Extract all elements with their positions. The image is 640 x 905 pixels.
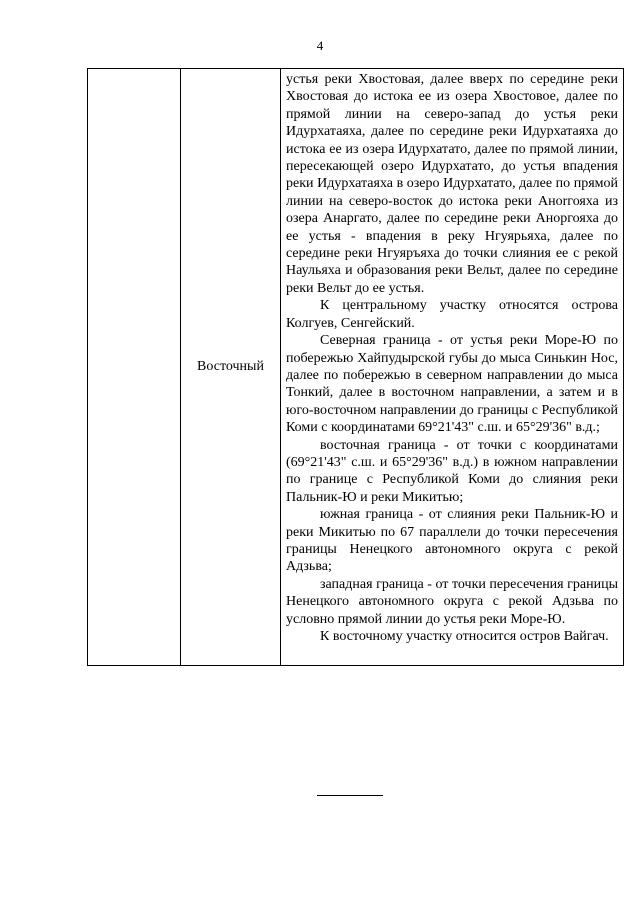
table-row — [88, 69, 624, 666]
boundary-description-cell — [281, 69, 624, 666]
description-paragraph: К центральному участку относятся острова Колгуев, Сенгейский. — [286, 298, 618, 331]
description-paragraph: южная граница - от слияния реки Пальник-Ю и реки Микитью по 67 параллели до точки пересечения границы Ненецкого автономного округа с рекой Адзьва; — [286, 507, 618, 575]
description-paragraph: Северная граница - от устья реки Море-Ю по побережью Хайпудырской губы до мыса Синькин Нос, далее по побережью в северном направлении до мыса Тонкий, далее в восточном направлении, а затем и в юго-восточном направлении до границы с Республикой Коми с координатами 69°21'43" с.ш. и 65°29'36" в.д.; — [286, 333, 618, 436]
description-paragraph: К восточному участку относится остров Вайгач. — [320, 629, 609, 644]
page-number: 4 — [316, 38, 324, 53]
row-number-cell — [88, 69, 181, 666]
description-paragraph: западная граница - от точки пересечения границы Ненецкого автономного округа с рекой Адзьва по условно прямой линии до устья реки Море-Ю. — [286, 576, 618, 627]
description-paragraph: устья реки Хвостовая, далее вверх по середине реки Хвостовая до истока ее из озера Хвостовое, далее по прямой линии на северо-запад до устья реки Идурхатаяха, далее по середине реки Идурхатаяха до истока ее из озера Идурхатато, далее по прямой линии, пересекающей озеро Идурхатато, до устья впадения реки Идурхатаяха в озеро Идурхатато, далее по прямой линии на северо-восток до истока реки Анorгояха из озера Анаргато, далее по середине реки Аноргояха до ее устья - впадения в реку Нгуярьяха, далее по середине реки Нгуяръяха до точки слияния ее с рекой Наульяха и образования реки Вельт, далее по середине реки Вельт до ее устья. — [286, 72, 618, 296]
section-name-cell: Восточный — [181, 69, 281, 666]
boundaries-table — [87, 68, 624, 666]
end-of-document-divider — [317, 795, 383, 796]
description-paragraph: восточная граница - от точки с координатами (69°21'43" с.ш. и 65°29'36" в.д.) в южном направлении по границе с Республикой Коми до слияния реки Пальник-Ю и реки Микитью; — [286, 437, 618, 505]
